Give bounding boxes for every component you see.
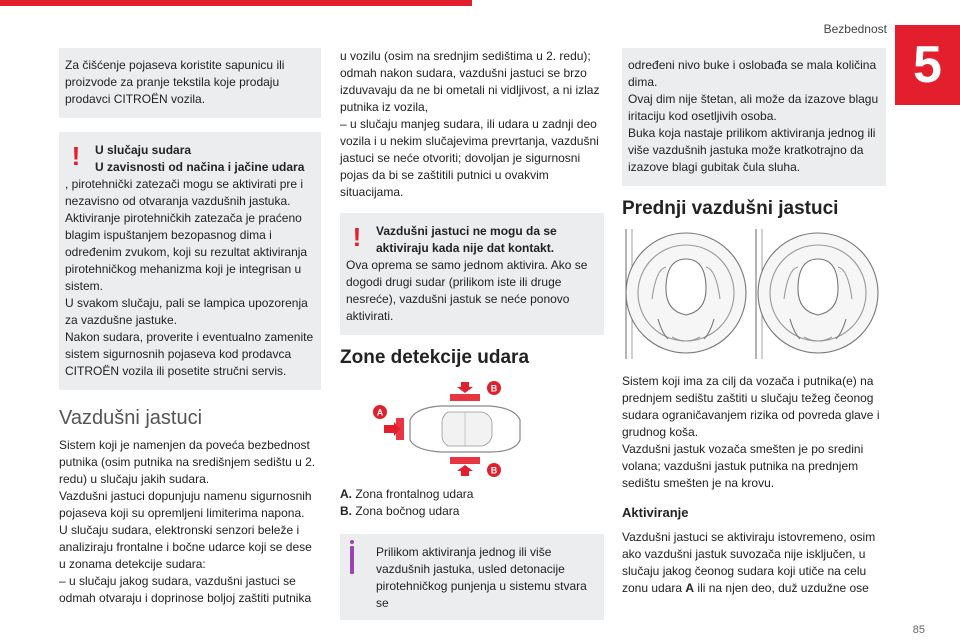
ignition-warning-body: Ova oprema se samo jednom aktivira. Ako se dogodi drugi sudar (prilikom iste ili druge nesreće), vazdušni jastuk se neće ponovo aktivirati. [346,258,588,323]
zone-b-text: Zona bočnog udara [355,504,460,518]
collision-warning-box [59,132,321,390]
car-outline-icon [410,406,520,452]
zone-a-legend [340,486,604,503]
top-accent-bar [0,0,472,6]
page-number: 85 [912,624,925,636]
airbags-heading: Vazdušni jastuci [59,407,203,429]
airbags-paragraph-2: Vazdušni jastuci dopunjuju namenu sigurnosnih pojaseva koji su opremljeni limiterima napona. [59,489,312,520]
warning-exclamation-icon: ! [71,141,81,171]
smoke-info-body: Prilikom aktiviranja jednog ili više vazdušnih jastuka, usled detonacije pirotehničkog punjenja u sistemu stvara se [376,545,587,610]
activation-heading: Aktiviranje [622,505,689,520]
info-icon [350,546,354,574]
collision-warning-title: U slučaju sudara [95,143,192,157]
warning-exclamation-icon: ! [352,222,362,252]
activation-text-post: ili na njen deo, duž uzdužne ose [694,581,869,595]
zone-b-legend [340,503,604,520]
airbags-paragraph-4: – u slučaju jakog sudara, vazdušni jastuci se odmah otvaraju i doprinose boljoj zaštiti putnika [59,574,312,605]
collision-warning-p4: Nakon sudara, proverite i eventualno zamenite sistem sigurnosnih pojaseva kod prodavca CITROËN vozila ili posetite stručni servis. [65,330,314,378]
smoke-info-cont-p2: Ovaj dim nije štetan, ali može da izazove blagu iritaciju kod osetljivih osoba. [628,92,879,123]
zone-a-key: A. [340,487,352,501]
chapter-number-badge: 5 [895,25,960,105]
column-3 [622,48,886,597]
smoke-info-cont-p1: određeni nivo buke i oslobađa se mala količina dima. [628,58,877,89]
continued-paragraph-1: u vozilu (osim na srednjim sedištima u 2. redu); odmah nakon sudara, vazdušni jastuci se brzo izduvavaju da ne bi ometali ni vidljivost, a ni izlaz putnika iz vozila, [340,49,600,114]
side-impact-zone-top [450,382,480,401]
collision-warning-lead [65,159,315,176]
impact-zones-diagram [370,378,530,478]
zone-a-text: Zona frontalnog udara [355,487,474,501]
zone-b-key: B. [340,504,352,518]
label-b-bottom-badge [487,463,501,477]
side-impact-zone-bottom [450,457,480,476]
cleaning-note-box [59,48,321,118]
column-2 [340,48,604,634]
cleaning-note-text: Za čišćenje pojaseva koristite sapunicu ili proizvode za pranje tekstila koje prodaju prodavci CITROËN vozila. [65,58,285,106]
collision-warning-lead-rest: , pirotehnički zatezači mogu se aktivirati pre i nezavisno od otvaranja vazdušnih jastuka. [65,177,304,208]
collision-warning-p2: Aktiviranje pirotehničkih zatezača je praćeno blagim ispuštanjem bezopasnog dima i određenim zvukom, koji su rezultat aktiviranja pirotehničkog mehanizma koji je integrisan u sistem. [65,211,308,293]
diagram-label-b-bottom: B [490,465,498,476]
activation-zone-ref: A [685,581,695,595]
front-airbags-illustration [622,229,882,359]
ignition-warning-title: Vazdušni jastuci ne mogu da se aktiviraju kada nije dat kontakt. [376,224,557,255]
continued-paragraph-2: – u slučaju manjeg sudara, ili udara u zadnji deo vozila i u nekim slučajevima prevrtanja, vazdušni jastuci se neće otvoriti; dovoljan je sigurnosni pojas da bi se zaštitili putnici u ovakvim situacijama. [340,117,599,199]
front-airbags-heading: Prednji vazdušni jastuci [622,198,839,219]
collision-warning-lead-bold: U zavisnosti od načina i jačine udara [95,160,305,174]
front-airbags-p2: Vazdušni jastuk vozača smešten je po sredini volana; vazdušni jastuk putnika na prednjem sedištu smešten je na krovu. [622,442,864,490]
activation-text-pre: Vazdušni jastuci se aktiviraju istovremeno, osim ako vazdušni jastuk suvozača nije isključen, u slučaju jakog čeonog sudara koji utiče na celu zonu udara [622,530,876,595]
smoke-info-continued-box [622,48,886,186]
section-title: Bezbednost [823,22,887,36]
smoke-info-cont-p3: Buka koja nastaje prilikom aktiviranja jednog ili više vazdušnih jastuka može kratkotrajno da izazove blagi gubitak čula sluha. [628,126,876,174]
airbags-paragraph-1: Sistem koji je namenjen da poveća bezbednost putnika (osim putnika na središnjem sedištu u 2. redu) u slučaju jakih sudara. [59,438,316,486]
passenger-airbag-illustration [756,229,878,359]
ignition-warning-box [340,213,604,335]
smoke-info-box [340,534,604,620]
column-1 [59,48,321,607]
diagram-label-a: A [376,407,384,418]
label-b-top-badge [487,381,501,395]
front-impact-zone [384,418,404,440]
driver-airbag-illustration [626,229,746,359]
label-a-badge [373,405,387,419]
front-airbags-p1: Sistem koji ima za cilj da vozača i putnika(e) na prednjem sedištu zaštiti u slučaju težeg čeonog sudara ograničavanjem rizika od povreda glave i grudnog koša. [622,374,880,439]
diagram-label-b-top: B [490,383,498,394]
activation-paragraph [622,529,886,597]
zones-heading: Zone detekcije udara [340,347,530,368]
collision-warning-p3: U svakom slučaju, pali se lampica upozorenja za vazdušne jastuke. [65,296,308,327]
airbags-paragraph-3: U slučaju sudara, elektronski senzori beleže i analiziraju frontalne i bočne udarce koji se dese u zonama detekcije sudara: [59,523,312,571]
